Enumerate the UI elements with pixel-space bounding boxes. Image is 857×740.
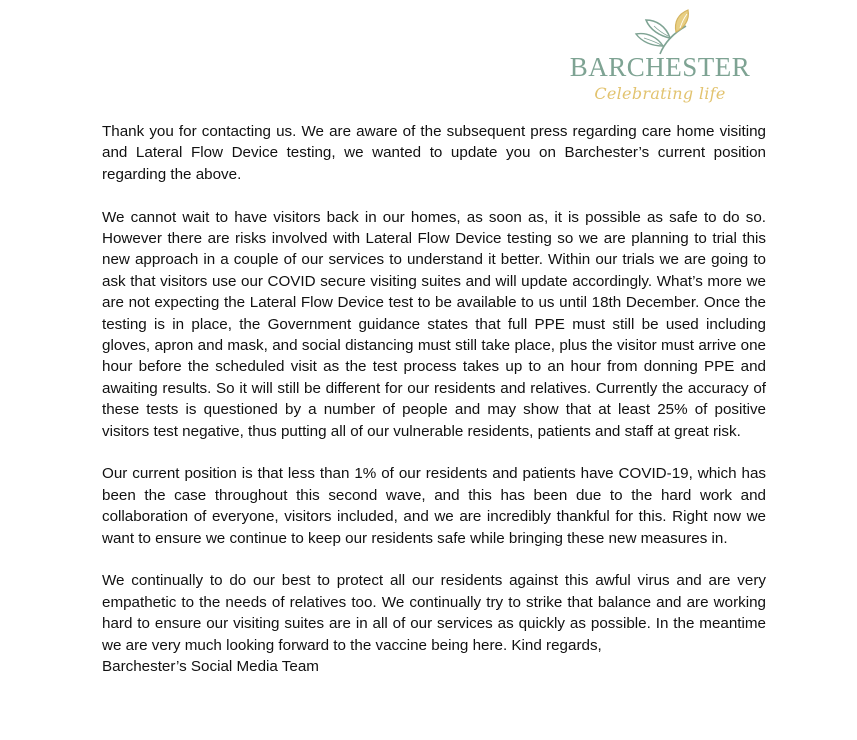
paragraph-position: Our current position is that less than 1% of our residents and patients have COVID-19, which has been the case throughout this second wave, and this has been due to the hard work and collaboration of everyone, visitors included, and we are incredibly thankful for this. Right now we want to ensure we continue to keep our residents safe while bringing these new measures in. bbox=[102, 465, 766, 547]
barchester-logo bbox=[560, 6, 760, 114]
logo-wordmark: BARCHESTER bbox=[569, 52, 751, 82]
logo-tagline: Celebrating life bbox=[594, 84, 726, 103]
leaf-logo-icon bbox=[630, 8, 694, 58]
signature: Barchester’s Social Media Team bbox=[102, 658, 319, 676]
letter-body bbox=[102, 121, 766, 678]
paragraph-testing: We cannot wait to have visitors back in our homes, as soon as, it is possible as safe to do so. However there are risks involved with Lateral Flow Device testing so we are planning to trial this new approach in a couple of our services to understand it better. Within our trials we are going to ask that visitors use our COVID secure visiting suites and will update accordingly. What’s more we are not expecting the Lateral Flow Device test to be available to us until 18th December. Once the testing is in place, the Government guidance states that full PPE must still be used including gloves, apron and mask, and social distancing must still take place, plus the visitor must arrive one hour before the scheduled visit as the test process takes up to an hour from donning PPE and awaiting results. So it will still be different for our residents and relatives. Currently the accuracy of these tests is questioned by a number of people and may show that at least 25% of positive visitors test negative, thus putting all of our vulnerable residents, patients and staff at great risk. bbox=[102, 208, 766, 440]
paragraph-intro: Thank you for contacting us. We are aware of the subsequent press regarding care home visiting and Lateral Flow Device testing, we wanted to update you on Barchester’s current position regarding the above. bbox=[102, 123, 766, 183]
paragraph-closing: We continually to do our best to protect all our residents against this awful virus and are very empathetic to the needs of relatives too. We continually try to strike that balance and are working hard to ensure our visiting suites are in all of our services as quickly as possible. In the meantime we are very much looking forward to the vaccine being here. Kind regards, bbox=[102, 572, 766, 654]
